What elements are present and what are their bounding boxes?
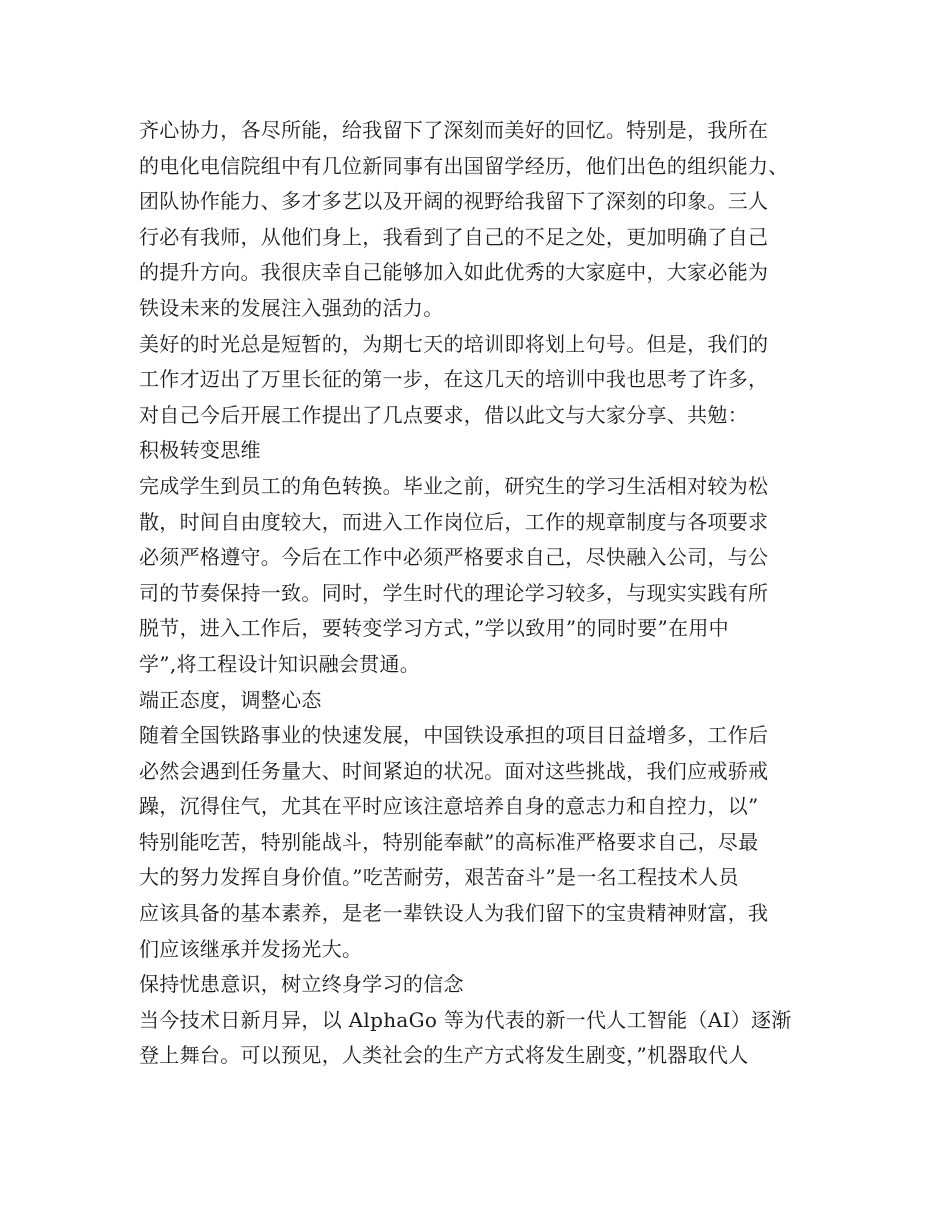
text-line: 工作才迈出了万里长征的第一步，在这几天的培训中我也思考了许多， [139, 367, 769, 392]
document-body [139, 113, 829, 1074]
text-line: 必然会遇到任务量大、时间紧迫的状况。面对这些挑战，我们应戒骄戒 [139, 758, 769, 783]
text-line: 脱节，进入工作后，要转变学习方式，”学以致用”的同时要”在用中 [139, 616, 729, 641]
text-line: 司的节奏保持一致。同时，学生时代的理论学习较多，与现实实践有所 [139, 580, 769, 605]
section-heading: 端正态度，调整心态 [139, 687, 322, 712]
text-line: 必须严格遵守。今后在工作中必须严格要求自己，尽快融入公司，与公 [139, 545, 769, 570]
text-line: 应该具备的基本素养，是老一辈铁设人为我们留下的宝贵精神财富，我 [139, 901, 769, 926]
text-line: 大的努力发挥自身价值。”吃苦耐劳，艰苦奋斗”是一名工程技术人员 [139, 865, 739, 890]
text-line: 们应该继承并发扬光大。 [139, 936, 363, 961]
text-line: 登上舞台。可以预见，人类社会的生产方式将发生剧变，”机器取代人 [139, 1043, 749, 1068]
text-line: 齐心协力，各尽所能，给我留下了深刻而美好的回忆。特别是，我所在 [139, 118, 769, 142]
text-line: 躁，沉得住气，尤其在平时应该注意培养自身的意志力和自控力，以” [139, 794, 759, 819]
text-line: 完成学生到员工的角色转换。毕业之前，研究生的学习生活相对较为松 [139, 473, 769, 498]
text-line: 学”,将工程设计知识融会贯通。 [139, 651, 421, 676]
text-line: 散，时间自由度较大，而进入工作岗位后，工作的规章制度与各项要求 [139, 509, 769, 534]
text-line: 美好的时光总是短暂的，为期七天的培训即将划上句号。但是，我们的 [139, 331, 769, 356]
text-line: 随着全国铁路事业的快速发展，中国铁设承担的项目日益增多，工作后 [139, 723, 769, 748]
text-line: 对自己今后开展工作提出了几点要求，借以此文与大家分享、共勉： [139, 402, 748, 427]
section-heading: 保持忧患意识，树立终身学习的信念 [139, 972, 464, 997]
text-line: 特别能吃苦，特别能战斗，特别能奉献”的高标准严格要求自己，尽最 [139, 829, 759, 854]
text-line: 铁设未来的发展注入强劲的活力。 [139, 295, 444, 320]
text-line: 行必有我师，从他们身上，我看到了自己的不足之处，更加明确了自己 [139, 224, 769, 249]
text-line: 团队协作能力、多才多艺以及开阔的视野给我留下了深刻的印象。三人 [139, 189, 769, 214]
text-line: 当今技术日新月异，以 AlphaGo 等为代表的新一代人工智能（AI）逐渐 [139, 1007, 792, 1032]
text-line: 的提升方向。我很庆幸自己能够加入如此优秀的大家庭中，大家必能为 [139, 260, 769, 285]
text-line: 的电化电信院组中有几位新同事有出国留学经历，他们出色的组织能力、 [139, 153, 789, 178]
section-heading: 积极转变思维 [139, 438, 261, 463]
